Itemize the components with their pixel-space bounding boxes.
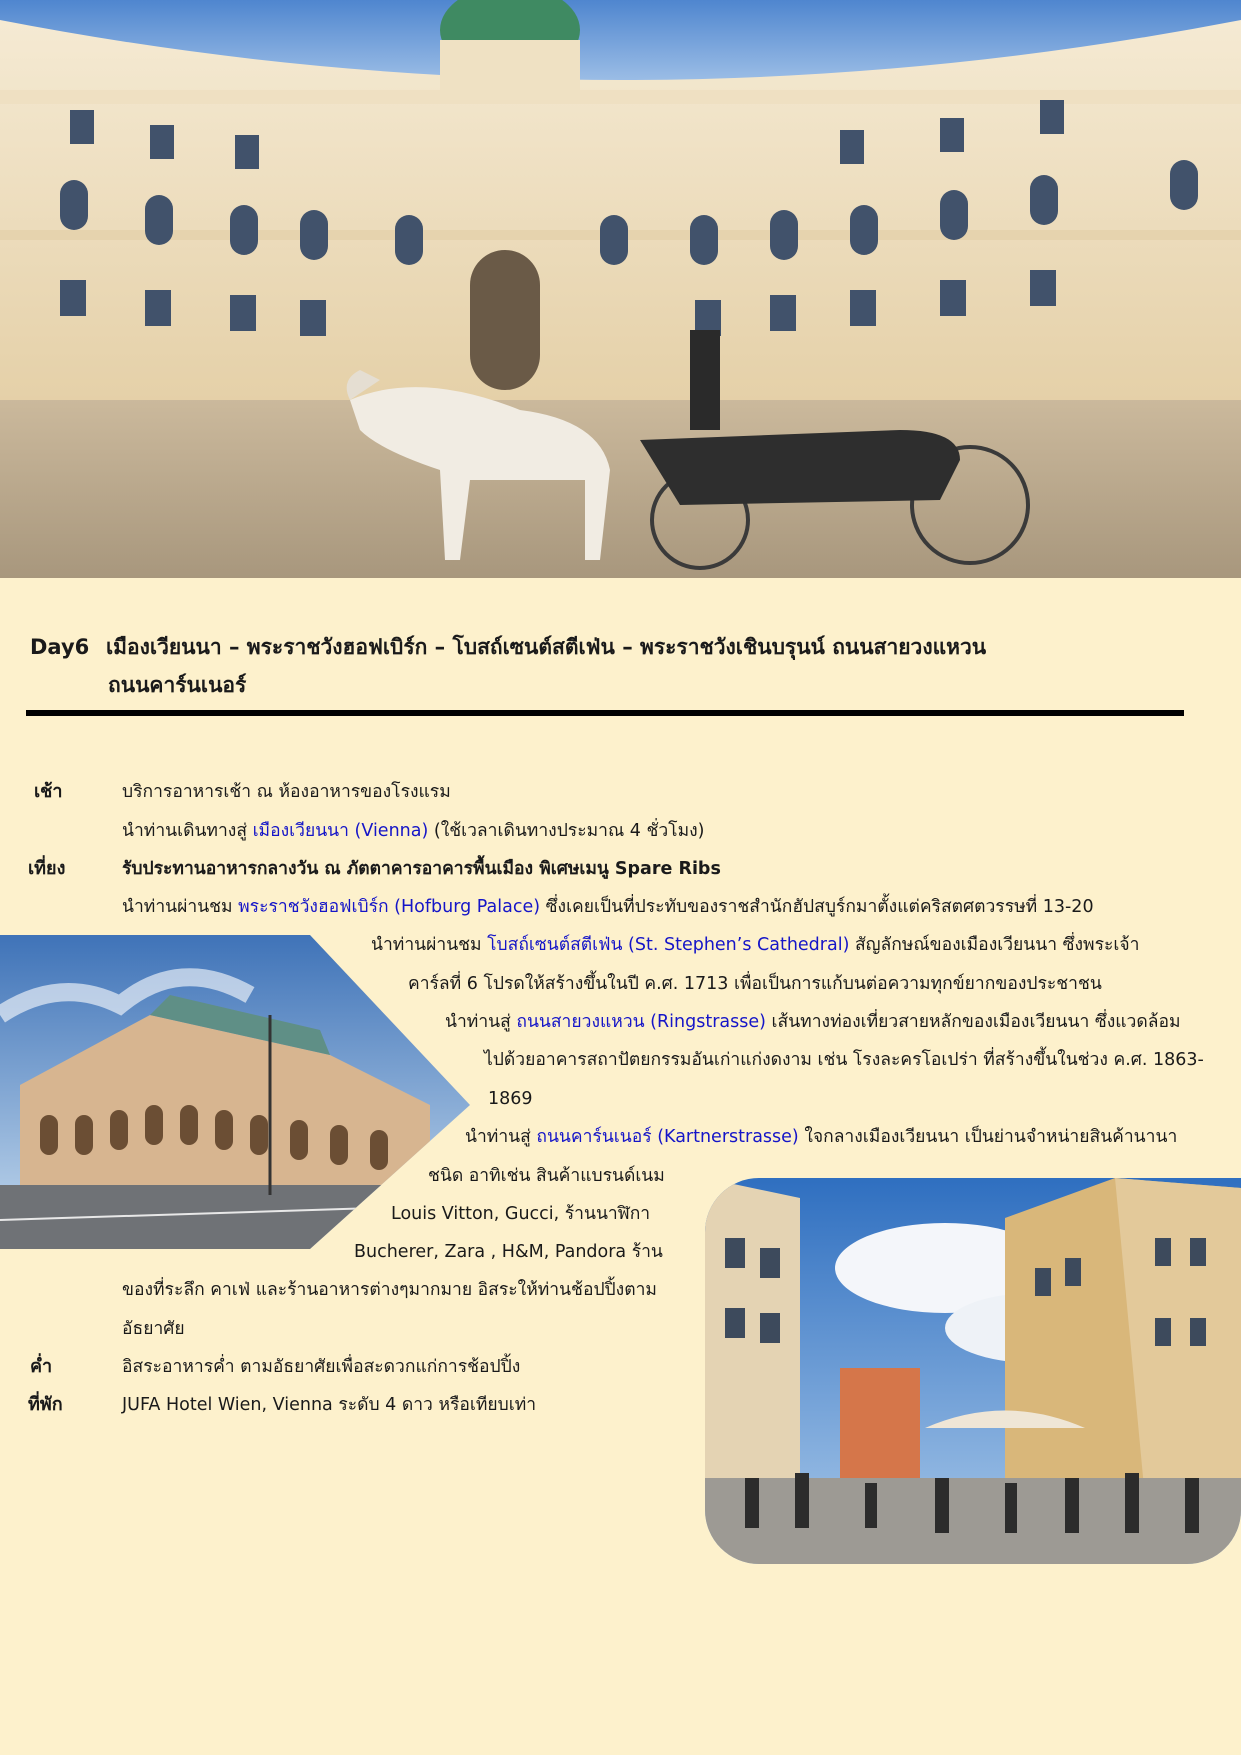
stephen-post: สัญลักษณ์ของเมืองเวียนนา ซึ่งพระเจ้า — [849, 935, 1140, 955]
day-number: Day6 — [30, 635, 90, 659]
kart-line2: ชนิด อาทิเช่น สินค้าแบรนด์เนม — [428, 1166, 665, 1186]
hofburg-pre: นำท่านผ่านชม — [122, 897, 239, 917]
heading-divider — [26, 710, 1184, 716]
vienna-place: เมืองเวียนนา (Vienna) — [252, 821, 429, 841]
hofburg-line — [122, 895, 1094, 919]
stephen-line — [371, 933, 1139, 957]
hofburg-palace-photo — [0, 0, 1241, 578]
ring-line2: ไปด้วยอาคารสถาปัตยกรรมอันเก่าแก่งดงาม เช่น โรงละครโอเปร่า ที่สร้างขึ้นในช่วง ค.ศ. 1863- — [484, 1050, 1204, 1070]
kart-line4: Bucherer, Zara , H&M, Pandora ร้าน — [354, 1242, 663, 1262]
ring-line — [445, 1010, 1181, 1034]
stephen-place: โบสถ์เซนต์สตีเฟ่น (St. Stephen’s Cathedral) — [487, 935, 850, 955]
ring-pre: นำท่านสู่ — [445, 1012, 517, 1032]
kartnerstrasse-street-photo — [705, 1178, 1241, 1564]
day-route-line2: ถนนคาร์นเนอร์ — [108, 673, 247, 697]
morning-label: เช้า — [34, 781, 63, 802]
travel-post: (ใช้เวลาเดินทางประมาณ 4 ชั่วโมง) — [428, 821, 705, 841]
hofburg-palace-illustration — [0, 0, 1241, 578]
hotel-text: JUFA Hotel Wien, Vienna ระดับ 4 ดาว หรือเทียบเท่า — [122, 1395, 537, 1415]
dinner-label: ค่ำ — [30, 1356, 53, 1377]
ring-place: ถนนสายวงแหวน (Ringstrasse) — [516, 1012, 766, 1032]
kart-place: ถนนคาร์นเนอร์ (Kartnerstrasse) — [536, 1127, 799, 1147]
kart-pre: นำท่านสู่ — [465, 1127, 537, 1147]
hotel-label: ที่พัก — [28, 1394, 63, 1415]
kart-line — [465, 1125, 1177, 1149]
ring-post: เส้นทางท่องเที่ยวสายหลักของเมืองเวียนนา ซึ่งแวดล้อม — [765, 1012, 1181, 1032]
stephen-pre: นำท่านผ่านชม — [371, 935, 488, 955]
day-route-line1: เมืองเวียนนา – พระราชวังฮอฟเบิร์ก – โบสถ์เซนต์สตีเฟ่น – พระราชวังเชินบรุนน์ ถนนสายวงแหวน — [106, 635, 987, 659]
morning-text: บริการอาหารเช้า ณ ห้องอาหารของโรงแรม — [122, 782, 451, 802]
kart-line3: Louis Vitton, Gucci, ร้านนาฬิกา — [391, 1204, 651, 1224]
kart-post: ใจกลางเมืองเวียนนา เป็นย่านจำหน่ายสินค้านานา — [798, 1127, 1178, 1147]
hofburg-place: พระราชวังฮอฟเบิร์ก (Hofburg Palace) — [238, 897, 541, 917]
dinner-text: อิสระอาหารค่ำ ตามอัธยาศัยเพื่อสะดวกแก่การช้อปปิ้ง — [122, 1357, 521, 1377]
stephen-line2: คาร์ลที่ 6 โปรดให้สร้างขึ้นในปี ค.ศ. 1713 เพื่อเป็นการแก้บนต่อความทุกข์ยากของประชาชน — [408, 974, 1102, 994]
ring-line3: 1869 — [488, 1089, 533, 1109]
travel-line — [122, 819, 704, 843]
hofburg-post: ซึ่งเคยเป็นที่ประทับของราชสำนักฮัปสบูร์กมาตั้งแต่คริสตศตวรรษที่ 13-20 — [540, 897, 1094, 917]
noon-text: รับประทานอาหารกลางวัน ณ ภัตตาคารอาคารพื้นเมือง พิเศษเมนู Spare Ribs — [122, 859, 721, 879]
noon-label: เที่ยง — [28, 858, 66, 879]
kart-line6: อัธยาศัย — [122, 1319, 185, 1339]
kart-line5: ของที่ระลึก คาเฟ่ และร้านอาหารต่างๆมากมาย อิสระให้ท่านช้อปปิ้งตาม — [122, 1280, 657, 1300]
travel-pre: นำท่านเดินทางสู่ — [122, 821, 253, 841]
street-illustration — [705, 1178, 1241, 1564]
